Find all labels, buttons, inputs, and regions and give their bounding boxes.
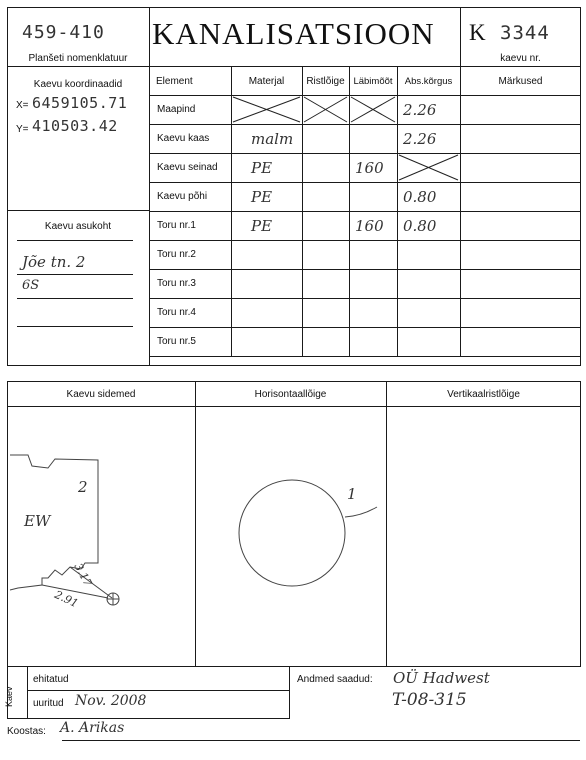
row-cell-labimoot: 160 — [355, 159, 384, 177]
x-value: 6459105.71 — [32, 94, 128, 112]
sketch-label-2: 2 — [78, 478, 88, 496]
data-from-code: T-08-315 — [392, 690, 467, 710]
k-prefix: K — [469, 20, 486, 45]
row-element-label: Toru nr.1 — [157, 220, 196, 231]
coords-heading: Kaevu koordinaadid — [33, 79, 123, 90]
row-element-label: Toru nr.4 — [157, 307, 196, 318]
well-caption: kaevu nr. — [500, 53, 541, 64]
row-cell-abs: 2.26 — [403, 101, 437, 119]
kaev-label: Kaev — [4, 686, 14, 707]
vertical-section-heading: Vertikaalristlõige — [447, 389, 520, 400]
table-header-2: Ristlõige — [306, 76, 345, 87]
row-cell-materjal: PE — [251, 188, 273, 206]
row-cell-labimoot: 160 — [355, 217, 384, 235]
row-cell-abs: 0.80 — [403, 217, 437, 235]
data-from-company: OÜ Hadwest — [393, 669, 490, 687]
compiled-label: Koostas: — [7, 726, 46, 737]
table-header-4: Abs.kõrgus — [404, 76, 453, 87]
location-heading: Kaevu asukoht — [44, 221, 112, 232]
y-label: Y= — [16, 124, 29, 135]
row-cell-materjal: PE — [251, 159, 273, 177]
table-header-5: Märkused — [498, 76, 543, 87]
y-value: 410503.42 — [32, 117, 118, 135]
plan-number: 459-410 — [22, 22, 105, 43]
row-element-label: Kaevu kaas — [157, 133, 210, 144]
sketch-distance-b: 2.91 — [52, 588, 81, 611]
built-label: ehitatud — [33, 674, 69, 685]
row-element-label: Kaevu seinad — [157, 162, 218, 173]
row-element-label: Kaevu põhi — [157, 191, 208, 202]
row-cell-materjal: PE — [251, 217, 273, 235]
data-from-label: Andmed saadud: — [297, 674, 373, 685]
table-header-0: Element — [156, 76, 193, 87]
row-element-label: Toru nr.5 — [157, 336, 196, 347]
row-cell-materjal: malm — [251, 130, 294, 148]
location-address: Jõe tn. 2 — [22, 253, 86, 271]
row-cell-abs: 2.26 — [403, 130, 437, 148]
surveyed-label: uuritud — [33, 698, 64, 709]
well-number: 3344 — [500, 22, 550, 44]
sketch-distance-a: 3.17 — [71, 561, 95, 589]
compiled-value: A. Arikas — [60, 720, 125, 736]
plan-caption: Planšeti nomenklatuur — [28, 53, 128, 64]
table-header-1: Materjal — [248, 76, 285, 87]
row-element-label: Toru nr.2 — [157, 249, 196, 260]
row-element-label: Maapind — [157, 104, 196, 115]
horizontal-section-heading: Horisontaallõige — [254, 389, 327, 400]
connections-heading: Kaevu sidemed — [66, 389, 136, 400]
sketch-building-label: EW — [24, 512, 51, 530]
table-header-3: Läbimõõt — [353, 76, 393, 87]
pipe-1-label: 1 — [347, 485, 357, 503]
x-label: X= — [16, 100, 29, 111]
row-element-label: Toru nr.3 — [157, 278, 196, 289]
page-title: KANALISATSIOON — [152, 16, 435, 51]
location-extra: 6S — [22, 278, 40, 293]
surveyed-value: Nov. 2008 — [75, 693, 147, 709]
row-cell-abs: 0.80 — [403, 188, 437, 206]
